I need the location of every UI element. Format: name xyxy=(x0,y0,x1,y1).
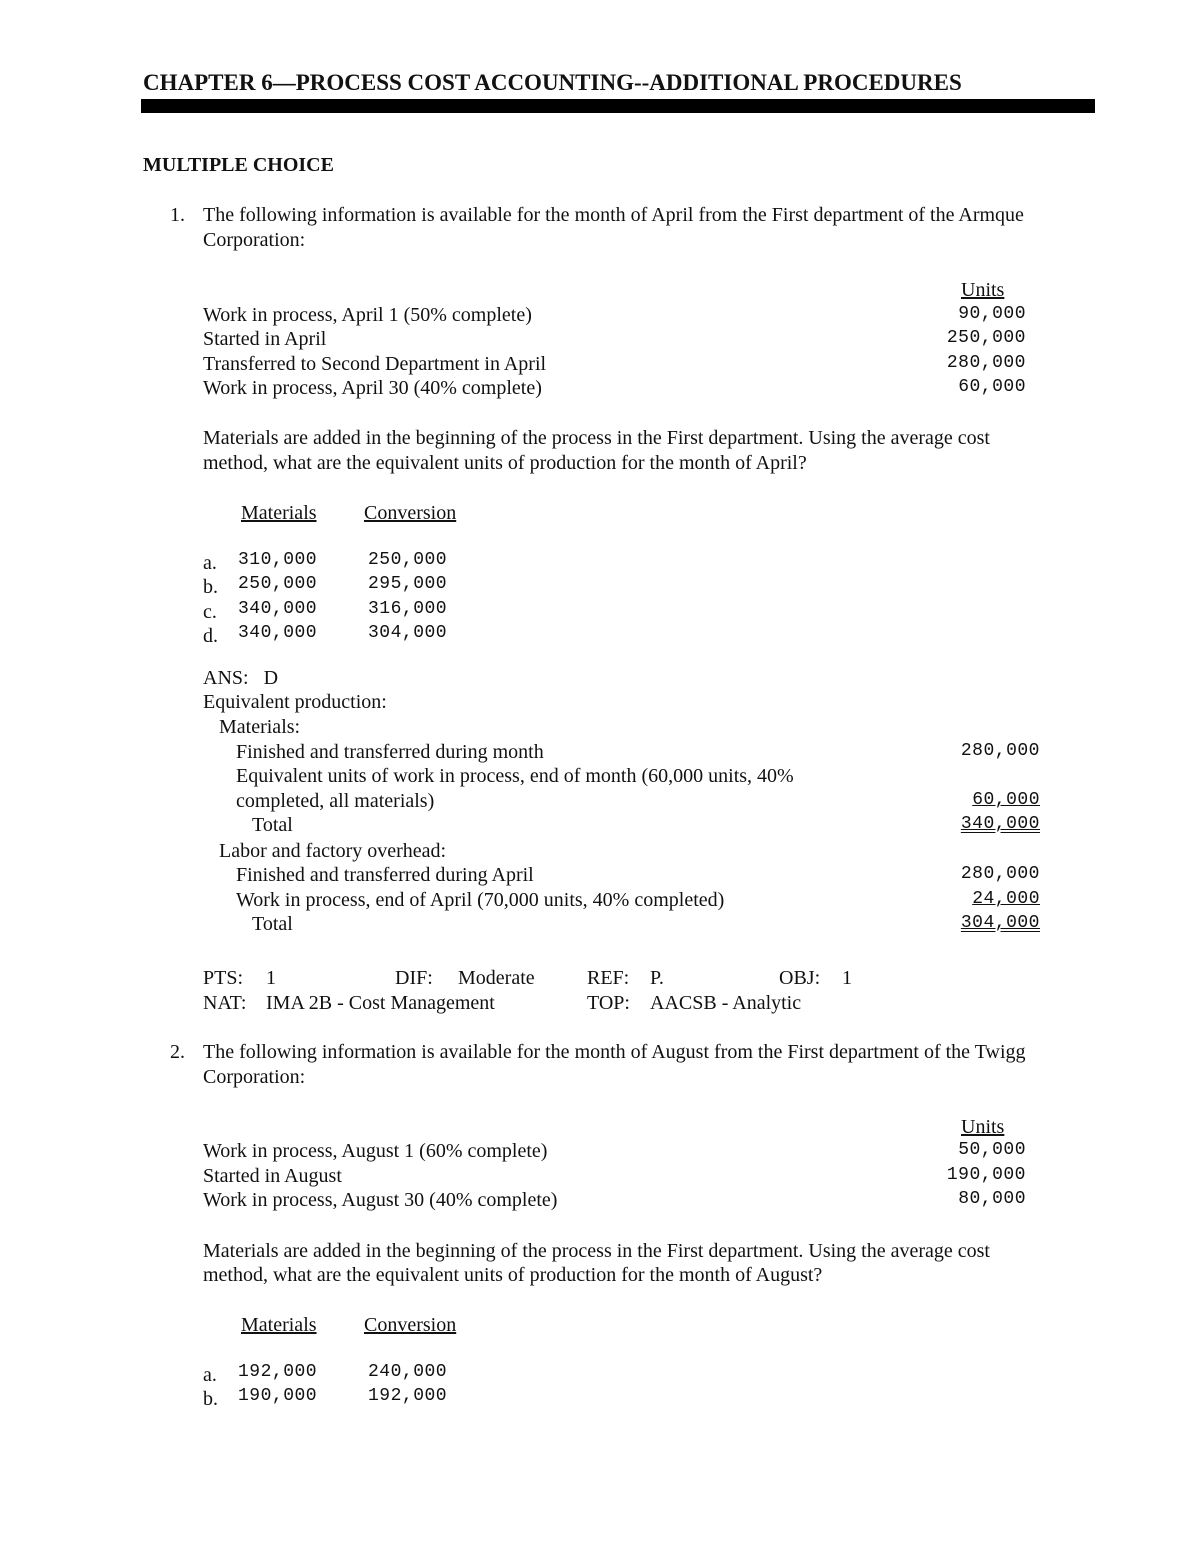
answer-line: ANS: D xyxy=(203,667,279,689)
choice-letter: b. xyxy=(203,1388,218,1410)
column-header-conversion: Conversion xyxy=(364,1314,457,1336)
explanation-line: Work in process, end of April (70,000 units, 40% completed) xyxy=(236,889,725,911)
meta-top-label: TOP: xyxy=(587,992,630,1014)
choice-materials: 340,000 xyxy=(238,599,318,619)
question-intro-line1: The following information is available for the month of August from the First department of the Twigg xyxy=(203,1041,1026,1063)
column-header-materials: Materials xyxy=(241,502,317,524)
column-header-materials: Materials xyxy=(241,1314,317,1336)
column-header-conversion: Conversion xyxy=(364,502,457,524)
choice-materials: 250,000 xyxy=(238,574,318,594)
explanation-heading: Equivalent production: xyxy=(203,691,387,713)
chapter-title: CHAPTER 6—PROCESS COST ACCOUNTING--ADDITIONAL PROCEDURES xyxy=(143,70,962,95)
choice-conversion: 240,000 xyxy=(368,1362,448,1382)
meta-top-value: AACSB - Analytic xyxy=(650,992,802,1014)
explanation-line: Finished and transferred during April xyxy=(236,864,534,886)
data-row-value: 90,000 xyxy=(958,304,1026,324)
meta-pts-value: 1 xyxy=(266,967,276,989)
question-intro-line2: Corporation: xyxy=(203,1066,306,1088)
data-row-label: Started in April xyxy=(203,328,327,350)
meta-dif-value: Moderate xyxy=(458,967,535,989)
meta-ref-label: REF: xyxy=(587,967,630,989)
explanation-line: completed, all materials) xyxy=(236,790,435,812)
choice-conversion: 316,000 xyxy=(368,599,448,619)
choice-letter: c. xyxy=(203,601,217,623)
meta-obj-value: 1 xyxy=(842,967,852,989)
labor-subheading: Labor and factory overhead: xyxy=(219,840,447,862)
question-text-line2: method, what are the equivalent units of production for the month of August? xyxy=(203,1264,823,1286)
choice-letter: b. xyxy=(203,576,218,598)
choice-materials: 310,000 xyxy=(238,550,318,570)
question-text-line2: method, what are the equivalent units of production for the month of April? xyxy=(203,452,807,474)
question-intro-line2: Corporation: xyxy=(203,229,306,251)
data-row-value: 190,000 xyxy=(946,1165,1026,1185)
data-row-label: Work in process, April 1 (50% complete) xyxy=(203,304,532,326)
data-row-label: Work in process, August 30 (40% complete) xyxy=(203,1189,558,1211)
choice-conversion: 295,000 xyxy=(368,574,448,594)
data-row-value: 280,000 xyxy=(946,353,1026,373)
choice-letter: a. xyxy=(203,552,217,574)
units-header: Units xyxy=(961,1116,1005,1138)
meta-pts-label: PTS: xyxy=(203,967,244,989)
choice-conversion: 304,000 xyxy=(368,623,448,643)
question-number: 2. xyxy=(170,1041,185,1063)
data-row-label: Work in process, April 30 (40% complete) xyxy=(203,377,542,399)
meta-nat-value: IMA 2B - Cost Management xyxy=(266,992,495,1014)
explanation-value: 24,000 xyxy=(972,889,1040,909)
choice-materials: 190,000 xyxy=(238,1386,318,1406)
choice-materials: 192,000 xyxy=(238,1362,318,1382)
section-title: MULTIPLE CHOICE xyxy=(143,154,334,176)
units-header: Units xyxy=(961,279,1005,301)
choice-conversion: 192,000 xyxy=(368,1386,448,1406)
meta-nat-label: NAT: xyxy=(203,992,247,1014)
question-text-line1: Materials are added in the beginning of the process in the First department. Using the average cost xyxy=(203,427,990,449)
data-row-value: 60,000 xyxy=(958,377,1026,397)
data-row-value: 50,000 xyxy=(958,1140,1026,1160)
choice-materials: 340,000 xyxy=(238,623,318,643)
explanation-line: Equivalent units of work in process, end of month (60,000 units, 40% xyxy=(236,765,794,787)
data-row-value: 250,000 xyxy=(946,328,1026,348)
data-row-label: Started in August xyxy=(203,1165,342,1187)
explanation-total-label: Total xyxy=(252,814,293,836)
explanation-total-value: 304,000 xyxy=(960,913,1040,933)
materials-subheading: Materials: xyxy=(219,716,301,738)
meta-obj-label: OBJ: xyxy=(779,967,821,989)
explanation-total-label: Total xyxy=(252,913,293,935)
data-row-value: 80,000 xyxy=(958,1189,1026,1209)
question-intro-line1: The following information is available for the month of April from the First department of the Armque xyxy=(203,204,1024,226)
explanation-value: 60,000 xyxy=(972,790,1040,810)
choice-letter: a. xyxy=(203,1364,217,1386)
explanation-total-value: 340,000 xyxy=(960,814,1040,834)
meta-dif-label: DIF: xyxy=(395,967,433,989)
title-rule xyxy=(141,99,1095,113)
data-row-label: Work in process, August 1 (60% complete) xyxy=(203,1140,548,1162)
explanation-value: 280,000 xyxy=(960,864,1040,884)
explanation-line: Finished and transferred during month xyxy=(236,741,544,763)
data-row-label: Transferred to Second Department in April xyxy=(203,353,547,375)
explanation-value: 280,000 xyxy=(960,741,1040,761)
question-number: 1. xyxy=(170,204,185,226)
meta-ref-value: P. xyxy=(650,967,664,989)
choice-conversion: 250,000 xyxy=(368,550,448,570)
choice-letter: d. xyxy=(203,625,218,647)
question-text-line1: Materials are added in the beginning of the process in the First department. Using the average cost xyxy=(203,1240,990,1262)
